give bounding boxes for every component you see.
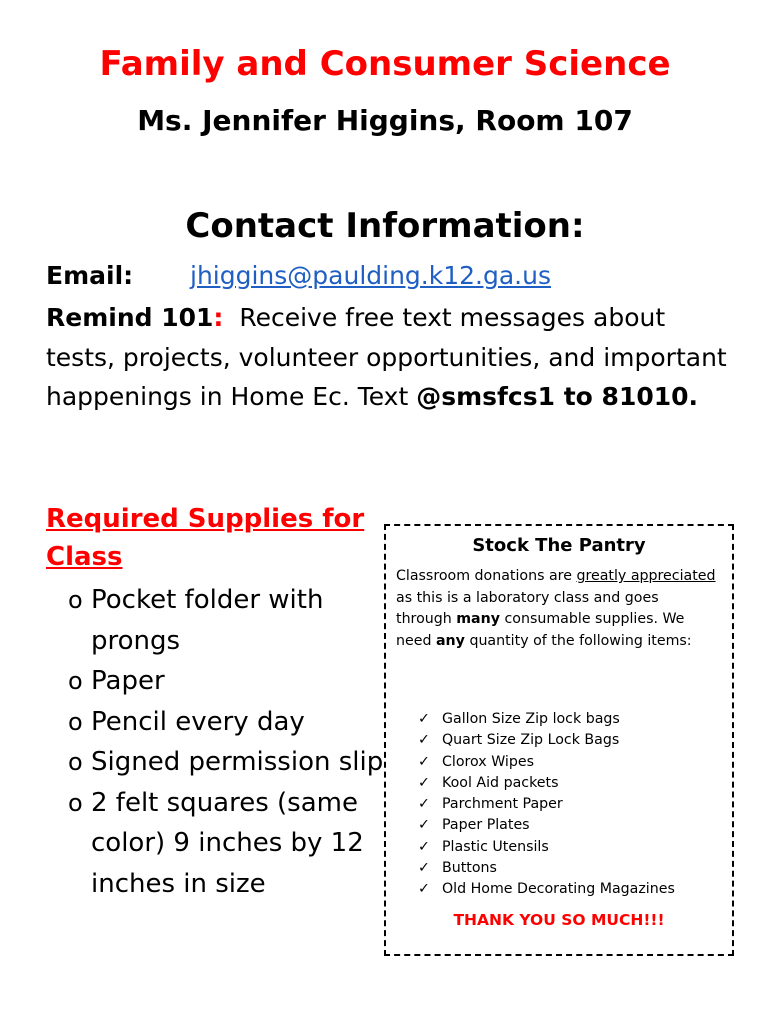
bullet-icon: o: [68, 667, 83, 695]
list-item: [418, 794, 675, 815]
pantry-item-label: Plastic Utensils: [442, 838, 549, 855]
list-item: [68, 702, 388, 743]
email-label: Email:: [46, 261, 134, 290]
list-item: [418, 752, 675, 773]
bullet-icon: o: [68, 707, 83, 736]
pantry-item-list: [418, 709, 675, 901]
remind-code: @smsfcs1 to 81010.: [416, 382, 699, 411]
teacher-subtitle: Ms. Jennifer Higgins, Room 107: [137, 104, 633, 137]
list-item: [418, 858, 675, 879]
pantry-text-part: Classroom donations are: [396, 568, 572, 584]
remind-text: Receive free text messages about tests, projects, volunteer opportunities, and important happenings in Home Ec. Text: [46, 303, 727, 411]
remind-paragraph: [46, 298, 736, 417]
pantry-description: [396, 566, 716, 652]
pantry-text-underlined: greatly appreciated: [576, 568, 716, 584]
list-item: [418, 837, 675, 858]
bullet-icon: o: [68, 586, 83, 614]
supply-label: Pencil every day: [91, 706, 305, 737]
pantry-item-label: Parchment Paper: [442, 796, 563, 813]
checkmark-icon: ✓: [418, 817, 430, 834]
checkmark-icon: ✓: [418, 753, 430, 770]
checkmark-icon: ✓: [418, 711, 430, 727]
list-item: [68, 742, 388, 783]
thank-you-note: THANK YOU SO MUCH!!!: [453, 911, 665, 929]
checkmark-icon: ✓: [418, 774, 430, 791]
checkmark-icon: ✓: [418, 838, 430, 855]
pantry-item-label: Buttons: [442, 860, 497, 877]
list-item: [418, 730, 675, 751]
list-item: [68, 580, 388, 661]
supplies-heading: Required Supplies for Class: [46, 504, 365, 572]
remind-colon: :: [213, 303, 224, 332]
list-item: [68, 783, 388, 905]
pantry-text-part: quantity of the following items:: [469, 632, 692, 649]
supply-label: Paper: [91, 666, 165, 696]
bullet-icon: o: [68, 788, 83, 817]
email-link[interactable]: jhiggins@paulding.k12.ga.us: [190, 261, 551, 290]
checkmark-icon: ✓: [418, 881, 430, 898]
contact-heading: Contact Information:: [185, 206, 585, 246]
supply-label: Signed permission slip: [91, 747, 384, 777]
pantry-text-part: as this is a laboratory class and goes through: [396, 589, 659, 627]
pantry-item-label: Gallon Size Zip lock bags: [442, 711, 620, 727]
list-item: [418, 879, 675, 900]
supply-list: [68, 580, 388, 904]
stock-pantry-box: [384, 524, 734, 956]
supply-label: Pocket folder with prongs: [91, 585, 324, 656]
pantry-text-part: consumable supplies. We need: [396, 611, 685, 649]
checkmark-icon: ✓: [418, 732, 430, 749]
checkmark-icon: ✓: [418, 796, 430, 813]
page-title: Family and Consumer Science: [99, 44, 671, 84]
pantry-item-label: Quart Size Zip Lock Bags: [442, 732, 620, 749]
pantry-item-label: Clorox Wipes: [442, 753, 534, 770]
pantry-text-bold: many: [456, 611, 500, 627]
list-item: [418, 773, 675, 794]
remind-label: Remind 101: [46, 303, 214, 332]
supply-label: 2 felt squares (same color) 9 inches by 12 inches in size: [91, 787, 364, 899]
list-item: [418, 709, 675, 730]
checkmark-icon: ✓: [418, 860, 430, 877]
list-item: [68, 661, 388, 702]
list-item: [418, 815, 675, 836]
email-row: [46, 258, 551, 294]
pantry-item-label: Kool Aid packets: [442, 774, 559, 791]
bullet-icon: o: [68, 748, 83, 776]
pantry-item-label: Old Home Decorating Magazines: [442, 881, 675, 898]
pantry-item-label: Paper Plates: [442, 817, 530, 834]
pantry-text-bold: any: [435, 632, 465, 649]
pantry-title: Stock The Pantry: [472, 535, 646, 556]
